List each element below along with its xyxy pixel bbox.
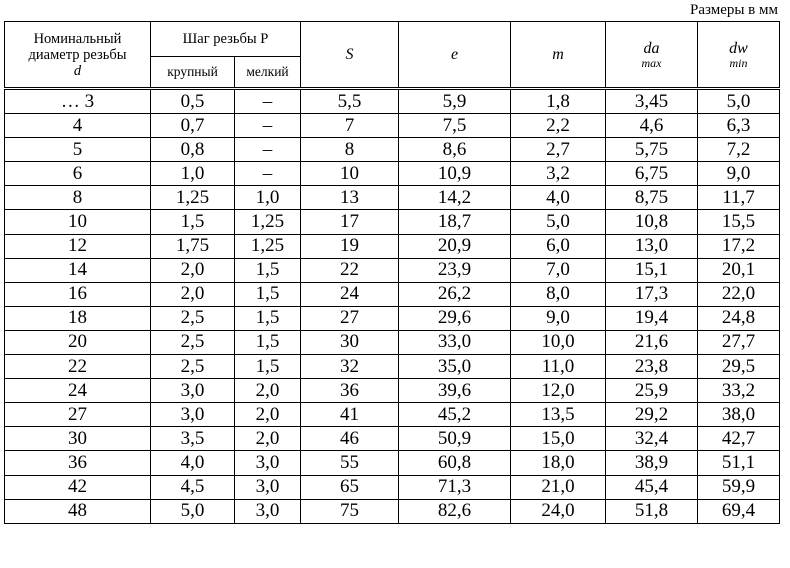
header-pitch-group: Шаг резьбы P [151,22,301,57]
header-dw-symbol: dw [729,39,748,57]
table-cell: 50,9 [399,427,511,451]
table-cell: 59,9 [698,475,780,499]
table-cell: 10 [5,210,151,234]
table-cell: 3,0 [235,451,301,475]
table-cell: 6 [5,162,151,186]
table-cell: 3,45 [606,89,698,114]
table-cell: 1,5 [235,282,301,306]
table-cell: 20,9 [399,234,511,258]
table-cell: 3,2 [511,162,606,186]
header-nominal-line1: Номинальный [33,30,122,47]
table-cell: 15,5 [698,210,780,234]
table-cell: 65 [301,475,399,499]
header-nominal-diameter [5,22,151,89]
table-cell: 5,5 [301,89,399,114]
table-cell: 41 [301,403,399,427]
table-cell: 2,0 [235,379,301,403]
table-cell: 2,0 [151,282,235,306]
table-row [5,138,780,162]
table-cell: 2,5 [151,330,235,354]
table-cell: 42,7 [698,427,780,451]
table-cell: – [235,162,301,186]
table-cell: 6,75 [606,162,698,186]
header-da [606,22,698,89]
table-cell: 20 [5,330,151,354]
table-cell: 32 [301,355,399,379]
table-cell: 27 [5,403,151,427]
table-cell: 10,0 [511,330,606,354]
table-cell: 2,5 [151,306,235,330]
table-row [5,186,780,210]
table-cell: 48 [5,499,151,523]
table-cell: 45,4 [606,475,698,499]
header-da-symbol: dа [643,39,660,57]
table-cell: 3,0 [235,499,301,523]
table-cell: 6,0 [511,234,606,258]
table-cell: 18,0 [511,451,606,475]
header-da-note: max [641,55,662,70]
table-cell: 24,8 [698,306,780,330]
table-cell: 3,0 [151,379,235,403]
table-cell: 8,6 [399,138,511,162]
table-cell: 10 [301,162,399,186]
table-cell: – [235,114,301,138]
table-cell: 27 [301,306,399,330]
table-cell: 8,0 [511,282,606,306]
table-cell: 13 [301,186,399,210]
table-cell: 21,0 [511,475,606,499]
units-note: Размеры в мм [689,2,778,18]
table-cell: 19,4 [606,306,698,330]
header-dw-note: min [729,55,748,70]
table-row [5,162,780,186]
table-cell: 26,2 [399,282,511,306]
table-cell: 5,0 [698,89,780,114]
table-cell: 3,0 [235,475,301,499]
header-nominal-symbol: d [73,62,82,79]
table-cell: 15,1 [606,258,698,282]
table-cell: 75 [301,499,399,523]
table-row [5,282,780,306]
table-cell: … 3 [5,89,151,114]
table-cell: 1,5 [235,306,301,330]
table-cell: 11,7 [698,186,780,210]
table-row [5,210,780,234]
table-row [5,475,780,499]
table-cell: 5,9 [399,89,511,114]
table-cell: 17,3 [606,282,698,306]
table-cell: 24 [301,282,399,306]
table-cell: 8 [5,186,151,210]
table-cell: 0,5 [151,89,235,114]
table-cell: 1,25 [235,210,301,234]
table-cell: 14,2 [399,186,511,210]
table-cell: 0,8 [151,138,235,162]
table-cell: 2,0 [235,403,301,427]
table-cell: 21,6 [606,330,698,354]
table-cell: 23,8 [606,355,698,379]
table-cell: 22 [5,355,151,379]
table-row [5,234,780,258]
table-cell: 4,6 [606,114,698,138]
table-body [5,89,780,524]
table-cell: 22,0 [698,282,780,306]
table-cell: 14 [5,258,151,282]
table-cell: 36 [301,379,399,403]
table-cell: 23,9 [399,258,511,282]
table-cell: 9,0 [511,306,606,330]
table-cell: 10,9 [399,162,511,186]
table-cell: 29,6 [399,306,511,330]
table-cell: 27,7 [698,330,780,354]
table-cell: 1,5 [235,355,301,379]
header-s: S [301,22,399,89]
table-row [5,330,780,354]
table-cell: 6,3 [698,114,780,138]
table-cell: 4,0 [151,451,235,475]
header-dw [698,22,780,89]
table-cell: 22 [301,258,399,282]
table-cell: 2,0 [151,258,235,282]
table-cell: 1,8 [511,89,606,114]
table-cell: 5,75 [606,138,698,162]
header-nominal-line2: диаметр резьбы [28,46,127,63]
table-cell: 1,0 [235,186,301,210]
table-cell: 51,1 [698,451,780,475]
table-row [5,427,780,451]
table-cell: 29,2 [606,403,698,427]
table-cell: 7,0 [511,258,606,282]
table-cell: 20,1 [698,258,780,282]
table-cell: 8,75 [606,186,698,210]
table-cell: 82,6 [399,499,511,523]
table-row [5,114,780,138]
table-cell: 19 [301,234,399,258]
table-cell: 15,0 [511,427,606,451]
table-cell: 12 [5,234,151,258]
table-cell: 42 [5,475,151,499]
table-cell: – [235,138,301,162]
table-cell: 4,5 [151,475,235,499]
table-cell: 12,0 [511,379,606,403]
table-cell: 7 [301,114,399,138]
table-row [5,451,780,475]
table-cell: 8 [301,138,399,162]
header-pitch-fine: мелкий [235,57,301,89]
table-cell: 2,5 [151,355,235,379]
table-cell: 2,7 [511,138,606,162]
table-cell: 55 [301,451,399,475]
table-cell: 5 [5,138,151,162]
table-cell: 7,2 [698,138,780,162]
table-cell: 60,8 [399,451,511,475]
table-row [5,258,780,282]
table-cell: 18,7 [399,210,511,234]
table-cell: 51,8 [606,499,698,523]
table-cell: 32,4 [606,427,698,451]
table-cell: 30 [301,330,399,354]
table-cell: 24,0 [511,499,606,523]
table-cell: 0,7 [151,114,235,138]
table-cell: 1,75 [151,234,235,258]
table-cell: 39,6 [399,379,511,403]
table-cell: 25,9 [606,379,698,403]
table-cell: 3,5 [151,427,235,451]
table-row [5,499,780,523]
table-cell: 71,3 [399,475,511,499]
table-cell: 30 [5,427,151,451]
header-pitch-coarse: крупный [151,57,235,89]
table-cell: 9,0 [698,162,780,186]
table-cell: 24 [5,379,151,403]
table-cell: 1,0 [151,162,235,186]
table-cell: 13,5 [511,403,606,427]
table-cell: 13,0 [606,234,698,258]
table-cell: 10,8 [606,210,698,234]
table-cell: 4 [5,114,151,138]
table-cell: 1,5 [151,210,235,234]
table-cell: 29,5 [698,355,780,379]
table-row [5,89,780,114]
table-cell: 1,5 [235,330,301,354]
table-cell: 45,2 [399,403,511,427]
table-cell: 16 [5,282,151,306]
table-cell: 38,0 [698,403,780,427]
table-cell: 3,0 [151,403,235,427]
table-cell: 2,0 [235,427,301,451]
table-row [5,379,780,403]
table-cell: – [235,89,301,114]
table-cell: 18 [5,306,151,330]
table-row [5,306,780,330]
table-cell: 7,5 [399,114,511,138]
table-cell: 17 [301,210,399,234]
table-cell: 5,0 [151,499,235,523]
table-cell: 38,9 [606,451,698,475]
table-cell: 17,2 [698,234,780,258]
table-cell: 5,0 [511,210,606,234]
table-cell: 4,0 [511,186,606,210]
table-cell: 1,5 [235,258,301,282]
table-cell: 69,4 [698,499,780,523]
table-cell: 33,2 [698,379,780,403]
header-m: m [511,22,606,89]
table-cell: 36 [5,451,151,475]
table-cell: 33,0 [399,330,511,354]
table-cell: 35,0 [399,355,511,379]
table-row [5,403,780,427]
table-cell: 11,0 [511,355,606,379]
table-cell: 2,2 [511,114,606,138]
table-cell: 1,25 [151,186,235,210]
table-cell: 46 [301,427,399,451]
header-e: e [399,22,511,89]
table-cell: 1,25 [235,234,301,258]
table-row [5,355,780,379]
nut-dimensions-table [4,21,780,524]
